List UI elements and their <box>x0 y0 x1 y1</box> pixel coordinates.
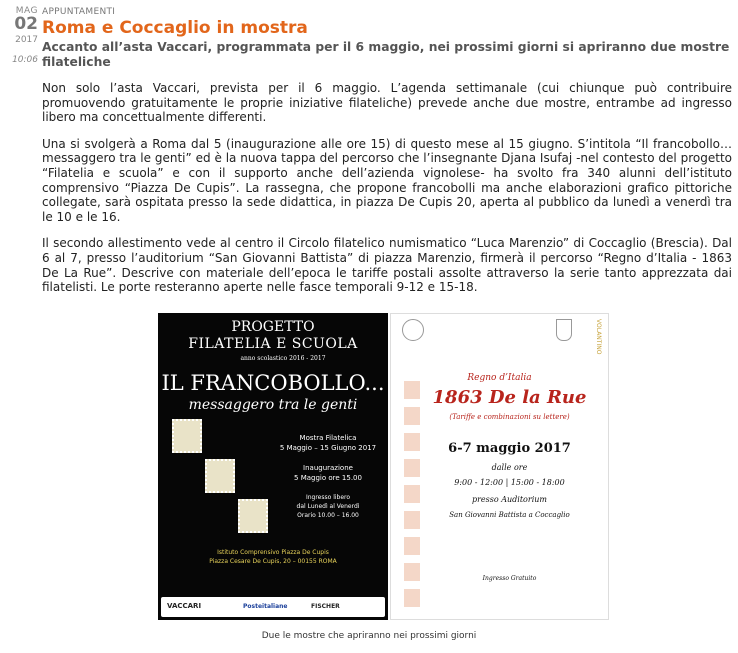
post-image[interactable] <box>158 313 609 620</box>
poster-sub: (Tariffe e combinazioni su lettere) <box>449 413 570 421</box>
poster-line: 9:00 - 12:00 | 15:00 - 18:00 <box>454 478 565 487</box>
date-year: 2017 <box>15 35 38 45</box>
post-content <box>42 7 732 307</box>
poster-school: Piazza Cesare De Cupis, 20 – 00155 ROMA <box>209 558 337 565</box>
sponsor-logo: FISCHER <box>311 603 340 610</box>
poster-headline: 1863 De la Rue <box>432 387 587 408</box>
date-day: 02 <box>14 14 38 34</box>
poster-line: dalle ore <box>491 463 528 472</box>
poster-line: presso Auditorium <box>471 495 547 504</box>
crest-icon <box>556 319 572 341</box>
poster-line: anno scolastico 2016 - 2017 <box>240 355 326 362</box>
poster-line: FILATELIA E SCUOLA <box>188 336 358 352</box>
poster-line: Ingresso Gratuito <box>482 575 537 582</box>
emblem-icon <box>402 319 424 341</box>
post-body <box>42 81 732 295</box>
poster-info: Orario 10.00 – 16.00 <box>297 512 359 519</box>
poster-line: PROGETTO <box>231 319 315 335</box>
post-title[interactable]: Roma e Coccaglio in mostra <box>42 18 308 38</box>
poster-info: dal Lunedì al Venerdì <box>296 503 360 510</box>
poster-info: Inaugurazione <box>303 464 353 472</box>
paragraph: Non solo l’asta Vaccari, prevista per il 6 maggio. L’agenda settimanale (cui chiunque può contribuire promuovendo gratuitamente le proprie iniziative filateliche) prevede anche due mostre, entrambe ad ingresso libero ma concettualmente differenti. <box>42 81 732 125</box>
stamp-illustration <box>205 459 235 493</box>
sponsor-logo: VACCARI <box>167 602 202 610</box>
poster-info: Mostra Filatelica <box>299 434 357 442</box>
paragraph: Una si svolgerà a Roma dal 5 (inaugurazione alle ore 15) di questo mese al 15 giugno. S’intitola “Il francobollo… messaggero tra le genti” ed è la nuova tappa del percorso che l’insegnante Djana Isufaj -nel contesto del progetto “Filatelia e scuola” e con il supporto anche dell’azienda vignolese- ha svolto fra 340 alunni dell’istituto comprensivo “Piazza De Cupis”. La rassegna, che propone francobolli ma anche elaborazioni grafico pittoriche collegate, sarà ospitata presso la sede didattica, in piazza De Cupis 20, aperta al pubblico da lunedì a venerdì tra le 10 e le 16. <box>42 136 732 224</box>
poster-headline: IL FRANCOBOLLO... <box>161 371 385 395</box>
paragraph: Il secondo allestimento vede al centro il Circolo filatelico numismatico “Luca Marenzio” di Coccaglio (Brescia). Dal 6 al 7, presso l’auditorium “San Giovanni Battista” di piazza Marenzio, firmerà il percorso “Regno d’Italia - 1863 De La Rue”. Descrive con materiale dell’epoca le tariffe postali assolte attraverso la serie tanto apprezzata dai filatelisti. Le porte resteranno aperte nelle fasce temporali 9-12 e 15-18. <box>42 236 732 295</box>
post-date <box>0 6 38 65</box>
poster-info: Ingresso libero <box>305 494 351 501</box>
sponsor-logo: Posteitaliane <box>243 603 288 610</box>
poster-line: San Giovanni Battista a Coccaglio <box>449 511 570 519</box>
poster-info: 5 Maggio ore 15.00 <box>294 474 362 482</box>
stamp-illustration <box>172 419 202 453</box>
poster-info: 5 Maggio – 15 Giugno 2017 <box>279 444 377 452</box>
sponsor-strip <box>161 597 385 617</box>
poster-kicker: Regno d’Italia <box>467 373 532 383</box>
side-label: VOLANTINO <box>595 319 602 355</box>
date-time: 10:06 <box>12 55 38 65</box>
post-category[interactable]: APPUNTAMENTI <box>42 7 116 17</box>
stamp-illustration <box>238 499 268 533</box>
poster-filatelia-scuola <box>158 313 388 620</box>
date-month: MAG <box>15 6 38 16</box>
post-subtitle: Accanto all’asta Vaccari, programmata per il 6 maggio, nei prossimi giorni si apriranno due mostre filateliche <box>42 40 730 69</box>
poster-dates: 6-7 maggio 2017 <box>448 441 571 456</box>
poster-de-la-rue <box>390 313 609 620</box>
poster-tagline: messaggero tra le genti <box>188 397 358 413</box>
poster-school: Istituto Comprensivo Piazza De Cupis <box>217 549 329 556</box>
image-caption: Due le mostre che apriranno nei prossimi giorni <box>261 631 477 641</box>
